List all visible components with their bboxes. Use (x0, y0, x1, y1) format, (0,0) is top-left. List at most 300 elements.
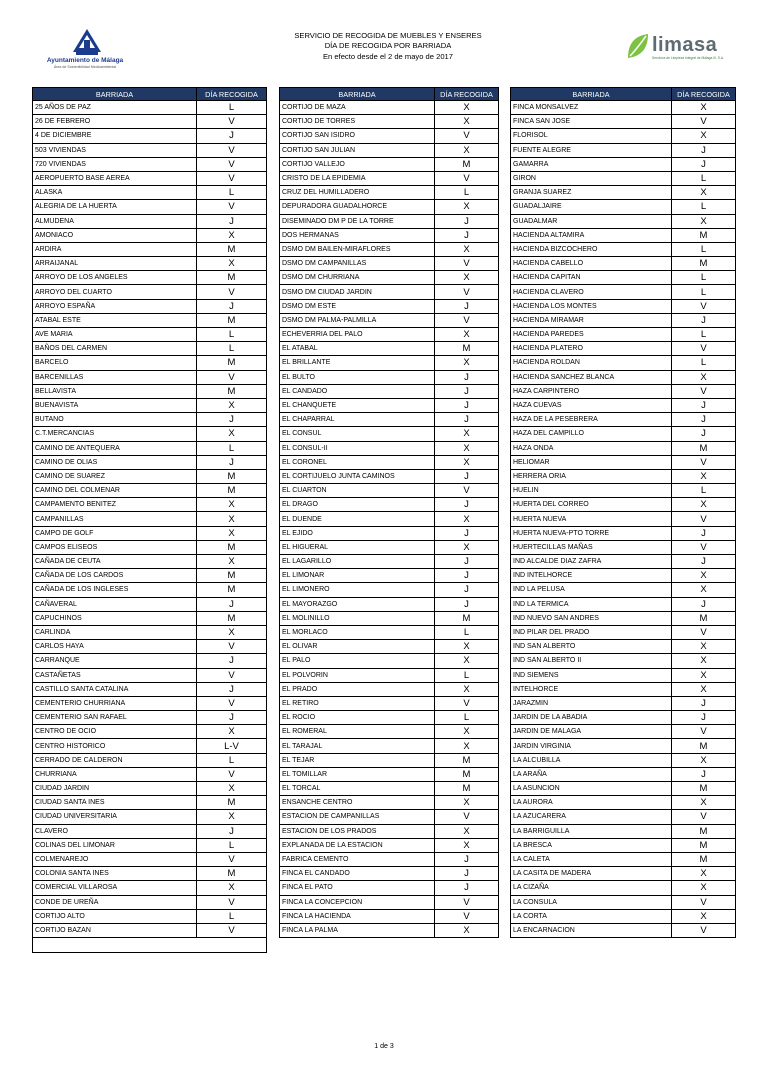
dia-recogida-cell: X (197, 398, 267, 412)
dia-recogida-cell: X (435, 242, 499, 256)
table-row (511, 200, 736, 214)
table-row (280, 115, 499, 129)
table-row (280, 569, 499, 583)
barriada-cell: IND PILAR DEL PRADO (511, 625, 672, 639)
dia-recogida-cell: J (435, 597, 499, 611)
barriada-cell: HACIENDA SANCHEZ BLANCA (511, 370, 672, 384)
barriada-cell: CASTILLO SANTA CATALINA (33, 682, 197, 696)
barriada-cell: EL OLIVAR (280, 640, 435, 654)
table-row (511, 484, 736, 498)
barriada-cell: GUADALMAR (511, 214, 672, 228)
barriada-cell: CLAVERO (33, 824, 197, 838)
dia-recogida-cell: M (435, 767, 499, 781)
barriada-cell: ARROYO ESPAÑA (33, 299, 197, 313)
barriada-cell: EL DUENDE (280, 512, 435, 526)
dia-recogida-cell: M (197, 384, 267, 398)
barriada-cell: CERRADO DE CALDERON (33, 753, 197, 767)
dia-recogida-cell: M (197, 611, 267, 625)
barriada-cell: EL CONSUL-II (280, 441, 435, 455)
dia-recogida-cell: J (197, 824, 267, 838)
dia-recogida-cell: J (435, 214, 499, 228)
barriada-cell: HAZA CUEVAS (511, 398, 672, 412)
table-row (280, 129, 499, 143)
barriada-cell: DSMO DM CAMPANILLAS (280, 257, 435, 271)
table-row (33, 640, 267, 654)
barriada-cell: HAZA CARPINTERO (511, 384, 672, 398)
table-row (280, 356, 499, 370)
dia-recogida-cell: X (197, 512, 267, 526)
dia-recogida-cell: X (435, 739, 499, 753)
dia-recogida-cell: J (197, 654, 267, 668)
barriada-cell: BUENAVISTA (33, 398, 197, 412)
barriada-cell: HACIENDA CABELLO (511, 257, 672, 271)
crest-icon (70, 26, 104, 56)
barriada-cell: EXPLANADA DE LA ESTACION (280, 838, 435, 852)
dia-recogida-cell: X (197, 725, 267, 739)
dia-recogida-cell: V (197, 640, 267, 654)
barriada-cell: CAMINO DE ANTEQUERA (33, 441, 197, 455)
table-row (511, 895, 736, 909)
dia-recogida-cell: X (672, 569, 736, 583)
table-row (33, 186, 267, 200)
table-row (280, 427, 499, 441)
dia-recogida-cell: L (672, 171, 736, 185)
barriada-cell: IND SIEMENS (511, 668, 672, 682)
dia-recogida-cell: X (672, 370, 736, 384)
dia-recogida-cell: V (197, 200, 267, 214)
barriada-cell: ESTACION DE LOS PRADOS (280, 824, 435, 838)
table-row (33, 299, 267, 313)
barriada-cell: FINCA EL PATO (280, 881, 435, 895)
table-row (511, 782, 736, 796)
table-row (511, 739, 736, 753)
dia-recogida-cell: J (435, 867, 499, 881)
barriada-cell: EL DRAGO (280, 498, 435, 512)
dia-recogida-cell: X (435, 824, 499, 838)
barriada-cell: EL POLVORIN (280, 668, 435, 682)
dia-recogida-cell: X (435, 328, 499, 342)
barriada-cell: CORTIJO BAZAN (33, 923, 197, 937)
table-row (511, 328, 736, 342)
dia-recogida-cell: V (197, 767, 267, 781)
table-row (511, 455, 736, 469)
barriada-cell: EL BULTO (280, 370, 435, 384)
table-row (280, 739, 499, 753)
dia-recogida-cell: X (435, 682, 499, 696)
column-header-dia-recogida: DÍA RECOGIDA (197, 88, 267, 101)
dia-recogida-cell: J (435, 852, 499, 866)
table-row (511, 810, 736, 824)
column-header-barriada: BARRIADA (511, 88, 672, 101)
table-row (511, 271, 736, 285)
barriada-cell: CEMENTERIO SAN RAFAEL (33, 711, 197, 725)
dia-recogida-cell: J (197, 299, 267, 313)
table-row (280, 370, 499, 384)
barriada-cell: FINCA LA CONCEPCION (280, 895, 435, 909)
barriada-cell: LA ENCARNACION (511, 923, 672, 937)
dia-recogida-cell: J (435, 469, 499, 483)
barriada-cell: CARRANQUE (33, 654, 197, 668)
barriada-cell: HELIOMAR (511, 455, 672, 469)
barriada-cell: CRISTO DE LA EPIDEMIA (280, 171, 435, 185)
dia-recogida-cell: X (672, 881, 736, 895)
table-row (33, 257, 267, 271)
empty-row (33, 938, 267, 953)
dia-recogida-cell: V (435, 129, 499, 143)
table-row (33, 455, 267, 469)
dia-recogida-cell: M (435, 753, 499, 767)
dia-recogida-cell: V (435, 895, 499, 909)
dia-recogida-cell: M (197, 583, 267, 597)
barriada-cell: CAMPAMENTO BENITEZ (33, 498, 197, 512)
table-row (280, 668, 499, 682)
table-row (280, 143, 499, 157)
barriada-cell: EL CHANQUETE (280, 398, 435, 412)
barriada-cell: GRANJA SUAREZ (511, 186, 672, 200)
barriada-cell: DISEMINADO DM P DE LA TORRE (280, 214, 435, 228)
page-number: 1 de 3 (374, 1043, 394, 1050)
barriada-cell: ENSANCHE CENTRO (280, 796, 435, 810)
table-row (280, 881, 499, 895)
dia-recogida-cell: L-V (197, 739, 267, 753)
document-header (268, 31, 508, 62)
barriada-cell: LA BRESCA (511, 838, 672, 852)
dia-recogida-cell: J (672, 398, 736, 412)
ayuntamiento-name: Ayuntamiento de Málaga (46, 57, 124, 64)
dia-recogida-cell: X (197, 555, 267, 569)
dia-recogida-cell: V (672, 540, 736, 554)
table-row (511, 143, 736, 157)
dia-recogida-cell: X (435, 455, 499, 469)
barriada-cell: HUERTA NUEVA (511, 512, 672, 526)
table-row (33, 668, 267, 682)
dia-recogida-cell: X (435, 356, 499, 370)
barriada-cell: HACIENDA ROLDAN (511, 356, 672, 370)
table-row (511, 838, 736, 852)
barriada-cell: HUERTA NUEVA-PTO TORRE (511, 526, 672, 540)
barriada-cell: DSMO DM PALMA-PALMILLA (280, 313, 435, 327)
dia-recogida-cell: J (197, 129, 267, 143)
dia-recogida-cell: X (197, 782, 267, 796)
barriada-cell: LA CORTA (511, 909, 672, 923)
barriada-cell: 25 AÑOS DE PAZ (33, 101, 197, 115)
table-row (511, 512, 736, 526)
dia-recogida-cell: X (197, 526, 267, 540)
table-row (280, 526, 499, 540)
table-row (280, 242, 499, 256)
table-row (511, 384, 736, 398)
barriada-cell: EL RETIRO (280, 696, 435, 710)
dia-recogida-cell: M (197, 313, 267, 327)
dia-recogida-cell: V (197, 143, 267, 157)
barriada-cell: CIUDAD JARDIN (33, 782, 197, 796)
table-row (511, 242, 736, 256)
dia-recogida-cell: V (672, 923, 736, 937)
barriada-cell: IND SAN ALBERTO (511, 640, 672, 654)
barriada-cell: EL MAYORAZGO (280, 597, 435, 611)
table-row (280, 597, 499, 611)
dia-recogida-cell: J (435, 498, 499, 512)
table-row (280, 796, 499, 810)
table-row (280, 555, 499, 569)
dia-recogida-cell: X (672, 796, 736, 810)
table-row (280, 682, 499, 696)
limasa-subtitle: Servicios de Limpieza Integral de Málaga III, S.A. (652, 56, 725, 60)
dia-recogida-cell: M (672, 228, 736, 242)
table-row (33, 398, 267, 412)
table-row (511, 583, 736, 597)
table-row (280, 398, 499, 412)
dia-recogida-cell: M (197, 569, 267, 583)
table-row (511, 413, 736, 427)
dia-recogida-cell: M (197, 242, 267, 256)
barriada-cell: EL LAGARILLO (280, 555, 435, 569)
barriada-cell: EL CORTIJUELO JUNTA CAMINOS (280, 469, 435, 483)
table-row (33, 909, 267, 923)
dia-recogida-cell: J (197, 455, 267, 469)
barriada-table-2 (279, 87, 499, 938)
dia-recogida-cell: X (435, 101, 499, 115)
dia-recogida-cell: V (197, 370, 267, 384)
ayuntamiento-subtitle: Área de Sostenibilidad Medioambiental (53, 65, 117, 69)
table-row (511, 696, 736, 710)
dia-recogida-cell: X (672, 682, 736, 696)
table-row (33, 441, 267, 455)
table-row (511, 540, 736, 554)
dia-recogida-cell: X (435, 923, 499, 937)
dia-recogida-cell: J (435, 370, 499, 384)
barriada-cell: LA CASITA DE MADERA (511, 867, 672, 881)
table-row (511, 313, 736, 327)
barriada-cell: HACIENDA MIRAMAR (511, 313, 672, 327)
dia-recogida-cell: V (672, 384, 736, 398)
table-row (511, 171, 736, 185)
barriada-cell: ARRAIJANAL (33, 257, 197, 271)
table-row (511, 526, 736, 540)
barriada-cell: COLONIA SANTA INES (33, 867, 197, 881)
table-row (280, 313, 499, 327)
dia-recogida-cell: V (672, 299, 736, 313)
header-title: SERVICIO DE RECOGIDA DE MUEBLES Y ENSERES (294, 31, 482, 40)
dia-recogida-cell: M (197, 469, 267, 483)
barriada-cell: EL ATABAL (280, 342, 435, 356)
table-row (280, 200, 499, 214)
table-row (33, 526, 267, 540)
dia-recogida-cell: V (435, 313, 499, 327)
table-row (33, 583, 267, 597)
barriada-cell: 26 DE FEBRERO (33, 115, 197, 129)
table-row (511, 157, 736, 171)
barriada-cell: IND ALCALDE DIAZ ZAFRA (511, 555, 672, 569)
barriada-cell: CORTIJO SAN JULIAN (280, 143, 435, 157)
dia-recogida-cell: X (435, 143, 499, 157)
dia-recogida-cell: J (435, 583, 499, 597)
dia-recogida-cell: V (672, 342, 736, 356)
table-row (280, 711, 499, 725)
barriada-cell: HACIENDA BIZCOCHERO (511, 242, 672, 256)
dia-recogida-cell: J (435, 555, 499, 569)
dia-recogida-cell: L (672, 285, 736, 299)
barriada-cell: HACIENDA PLATERO (511, 342, 672, 356)
table-row (511, 611, 736, 625)
dia-recogida-cell: V (435, 909, 499, 923)
table-row (280, 157, 499, 171)
barriada-cell: CAPUCHINOS (33, 611, 197, 625)
barriada-cell: GUADALJAIRE (511, 200, 672, 214)
barriada-cell: IND LA PELUSA (511, 583, 672, 597)
table-row (511, 852, 736, 866)
dia-recogida-cell: V (435, 484, 499, 498)
barriada-cell: ARROYO DEL CUARTO (33, 285, 197, 299)
table-row (33, 498, 267, 512)
limasa-logo (622, 32, 734, 68)
table-row (280, 782, 499, 796)
barriada-cell: HACIENDA PAREDES (511, 328, 672, 342)
table-row (33, 157, 267, 171)
dia-recogida-cell: X (197, 228, 267, 242)
table-row (280, 895, 499, 909)
dia-recogida-cell: J (672, 157, 736, 171)
dia-recogida-cell: V (435, 285, 499, 299)
dia-recogida-cell: J (435, 398, 499, 412)
dia-recogida-cell: L (672, 200, 736, 214)
barriada-cell: CAMPO DE GOLF (33, 526, 197, 540)
dia-recogida-cell: M (197, 271, 267, 285)
dia-recogida-cell: L (197, 441, 267, 455)
dia-recogida-cell: J (435, 881, 499, 895)
column-header-dia-recogida: DÍA RECOGIDA (672, 88, 736, 101)
dia-recogida-cell: M (672, 852, 736, 866)
barriada-cell: EL CHAPARRAL (280, 413, 435, 427)
table-row (280, 342, 499, 356)
barriada-cell: CIUDAD SANTA INES (33, 796, 197, 810)
dia-recogida-cell: X (197, 881, 267, 895)
dia-recogida-cell: J (197, 597, 267, 611)
table-row (33, 242, 267, 256)
barriada-cell: IND INTELHORCE (511, 569, 672, 583)
table-row (33, 625, 267, 639)
table-row (511, 668, 736, 682)
table-row (33, 171, 267, 185)
barriada-cell: JARDIN VIRGINIA (511, 739, 672, 753)
dia-recogida-cell: X (435, 640, 499, 654)
barriada-cell: HERRERA ORIA (511, 469, 672, 483)
table-row (280, 228, 499, 242)
table-row (33, 711, 267, 725)
barriada-cell: ARDIRA (33, 242, 197, 256)
table-row (33, 512, 267, 526)
barriada-cell: 4 DE DICIEMBRE (33, 129, 197, 143)
table-row (511, 285, 736, 299)
dia-recogida-cell: V (672, 115, 736, 129)
table-row (511, 597, 736, 611)
dia-recogida-cell: V (197, 157, 267, 171)
dia-recogida-cell: L (197, 101, 267, 115)
table-row (33, 427, 267, 441)
barriada-cell: EL TOMILLAR (280, 767, 435, 781)
dia-recogida-cell: V (435, 257, 499, 271)
barriada-cell: FUENTE ALEGRE (511, 143, 672, 157)
barriada-cell: EL CORONEL (280, 455, 435, 469)
dia-recogida-cell: J (672, 313, 736, 327)
barriada-cell: BAÑOS DEL CARMEN (33, 342, 197, 356)
barriada-cell: ATABAL ESTE (33, 313, 197, 327)
barriada-cell: EL ROCIO (280, 711, 435, 725)
barriada-cell: 503 VIVIENDAS (33, 143, 197, 157)
table-row (280, 171, 499, 185)
barriada-cell: HACIENDA LOS MONTES (511, 299, 672, 313)
barriada-cell: EL BRILLANTE (280, 356, 435, 370)
dia-recogida-cell: X (435, 441, 499, 455)
barriada-cell: DSMO DM CIUDAD JARDIN (280, 285, 435, 299)
table-row (511, 498, 736, 512)
table-row (33, 782, 267, 796)
dia-recogida-cell: X (435, 796, 499, 810)
dia-recogida-cell: X (672, 640, 736, 654)
header-subtitle: DÍA DE RECOGIDA POR BARRIADA (324, 41, 452, 51)
dia-recogida-cell: J (435, 384, 499, 398)
table-row (511, 753, 736, 767)
barriada-cell: JARDIN DE LA ABADIA (511, 711, 672, 725)
dia-recogida-cell: V (435, 696, 499, 710)
dia-recogida-cell: L (197, 328, 267, 342)
barriada-cell: EL PALO (280, 654, 435, 668)
barriada-cell: CORTIJO VALLEJO (280, 157, 435, 171)
dia-recogida-cell: M (197, 484, 267, 498)
table-row (511, 469, 736, 483)
barriada-cell: EL ROMERAL (280, 725, 435, 739)
dia-recogida-cell: J (672, 597, 736, 611)
barriada-cell: AMONIACO (33, 228, 197, 242)
table-row (511, 342, 736, 356)
barriada-cell: CASTAÑETAS (33, 668, 197, 682)
table-row (33, 895, 267, 909)
dia-recogida-cell: M (435, 611, 499, 625)
table-row (33, 342, 267, 356)
barriada-cell: EL TARAJAL (280, 739, 435, 753)
dia-recogida-cell: J (197, 413, 267, 427)
barriada-cell: DSMO DM BAILEN-MIRAFLORES (280, 242, 435, 256)
barriada-cell: FINCA LA HACIENDA (280, 909, 435, 923)
table-row (511, 299, 736, 313)
barriada-cell: BUTANO (33, 413, 197, 427)
barriada-cell: HAZA DEL CAMPILLO (511, 427, 672, 441)
dia-recogida-cell: M (672, 838, 736, 852)
dia-recogida-cell: X (672, 186, 736, 200)
barriada-table-1 (32, 87, 267, 953)
table-row (33, 852, 267, 866)
table-row (280, 285, 499, 299)
barriada-cell: LA ASUNCION (511, 782, 672, 796)
dia-recogida-cell: V (672, 725, 736, 739)
header-effective-date: En efecto desde el 2 de mayo de 2017 (322, 51, 454, 61)
dia-recogida-cell: J (672, 143, 736, 157)
barriada-cell: EL CONSUL (280, 427, 435, 441)
dia-recogida-cell: M (672, 782, 736, 796)
barriada-cell: CENTRO DE OCIO (33, 725, 197, 739)
barriada-cell: DSMO DM ESTE (280, 299, 435, 313)
barriada-cell: EL MOLINILLO (280, 611, 435, 625)
dia-recogida-cell: X (435, 427, 499, 441)
dia-recogida-cell: M (672, 611, 736, 625)
barriada-cell: HUERTA DEL CORREO (511, 498, 672, 512)
table-row (511, 115, 736, 129)
table-row (33, 654, 267, 668)
barriada-cell: LA ARAÑA (511, 767, 672, 781)
barriada-cell: EL MORLACO (280, 625, 435, 639)
table-row (511, 569, 736, 583)
table-row (511, 881, 736, 895)
